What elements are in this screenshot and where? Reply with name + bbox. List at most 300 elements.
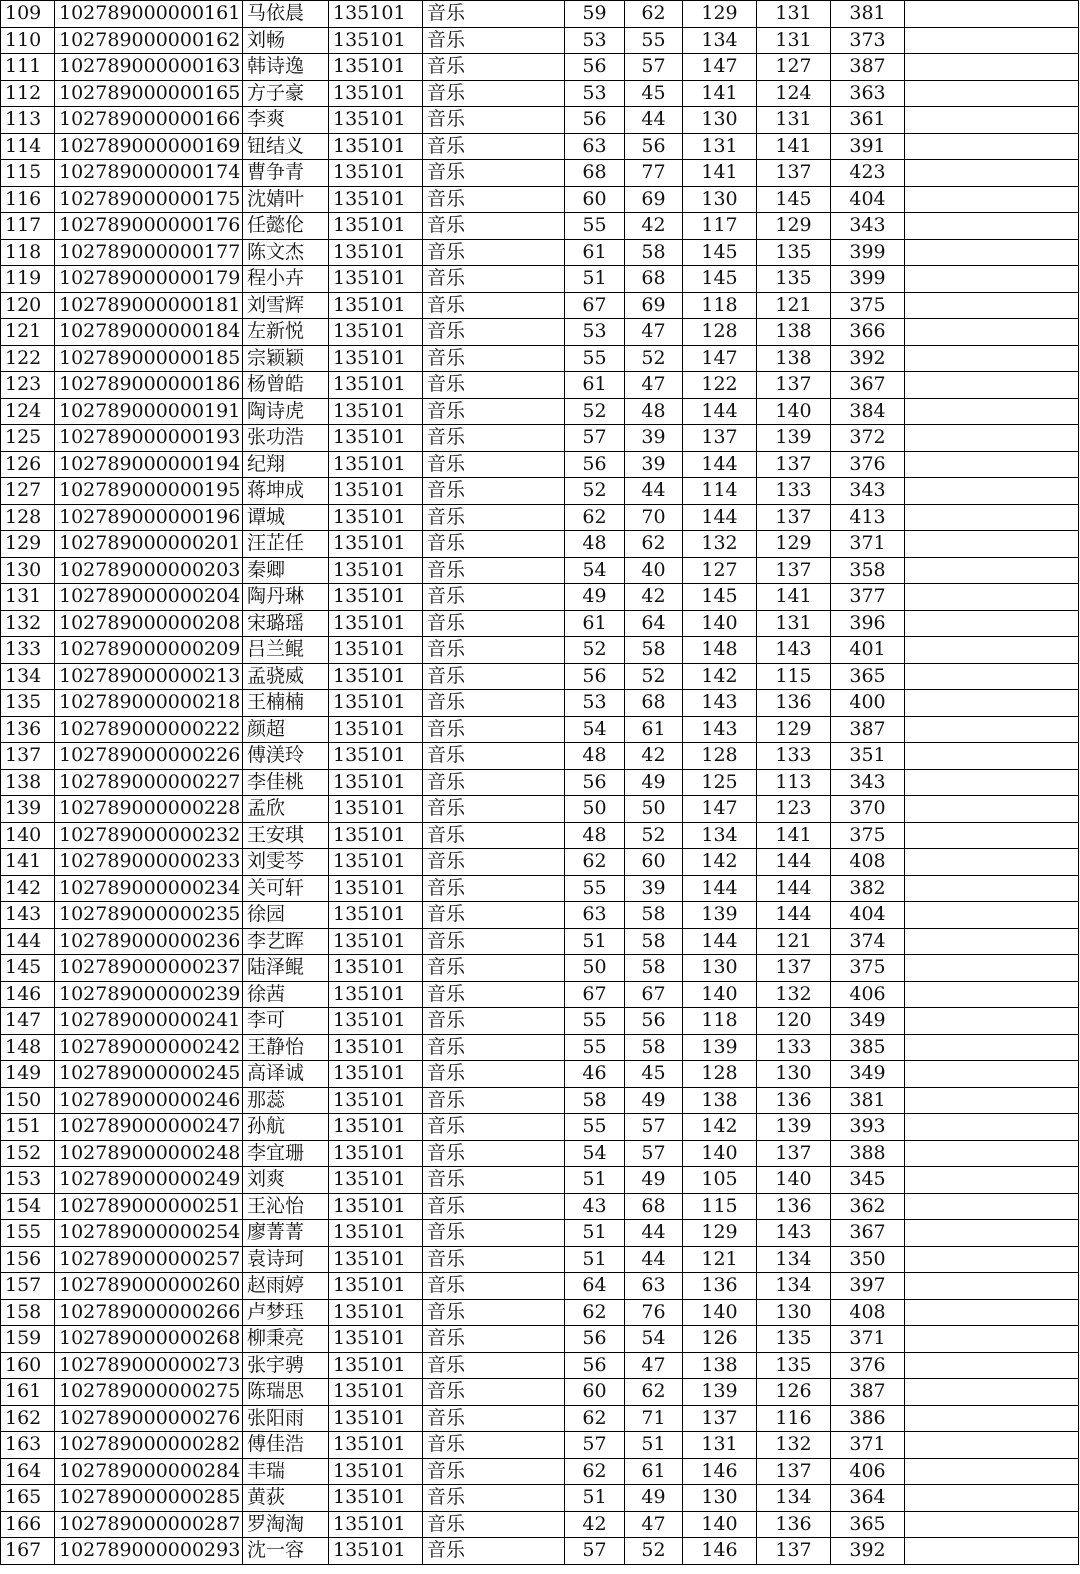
table-row: [1, 1273, 1079, 1300]
candidate-name: 谭城: [243, 504, 329, 531]
table-row: [1, 398, 1079, 425]
major-name: 音乐: [423, 1, 565, 28]
table-row: [1, 425, 1079, 452]
major-code: 135101: [329, 1432, 423, 1459]
candidate-name: 丰瑞: [243, 1458, 329, 1485]
table-row: [1, 478, 1079, 505]
major-code: 135101: [329, 345, 423, 372]
table-row: [1, 875, 1079, 902]
table-row: [1, 1, 1079, 28]
blank-cell: [905, 160, 1079, 187]
score-4: 129: [757, 716, 831, 743]
blank-cell: [905, 1193, 1079, 1220]
score-3: 118: [683, 1008, 757, 1035]
score-1: 48: [565, 743, 625, 770]
total-score: 381: [831, 1087, 905, 1114]
major-code: 135101: [329, 690, 423, 717]
major-code: 135101: [329, 239, 423, 266]
blank-cell: [905, 716, 1079, 743]
major-name: 音乐: [423, 1511, 565, 1538]
blank-cell: [905, 902, 1079, 929]
score-2: 62: [625, 1, 683, 28]
blank-cell: [905, 1008, 1079, 1035]
candidate-name: 马依晨: [243, 1, 329, 28]
score-2: 42: [625, 213, 683, 240]
blank-cell: [905, 1511, 1079, 1538]
blank-cell: [905, 239, 1079, 266]
score-1: 51: [565, 266, 625, 293]
score-4: 138: [757, 345, 831, 372]
candidate-name: 刘雯芩: [243, 849, 329, 876]
score-2: 49: [625, 769, 683, 796]
major-name: 音乐: [423, 1193, 565, 1220]
blank-cell: [905, 292, 1079, 319]
major-name: 音乐: [423, 451, 565, 478]
candidate-id: 102789000000185: [55, 345, 243, 372]
score-1: 48: [565, 822, 625, 849]
score-3: 130: [683, 955, 757, 982]
major-code: 135101: [329, 849, 423, 876]
score-1: 52: [565, 637, 625, 664]
score-4: 133: [757, 478, 831, 505]
row-number: 136: [1, 716, 55, 743]
total-score: 375: [831, 292, 905, 319]
major-code: 135101: [329, 1220, 423, 1247]
candidate-id: 102789000000237: [55, 955, 243, 982]
score-1: 55: [565, 345, 625, 372]
candidate-name: 李佳桃: [243, 769, 329, 796]
candidate-name: 沈一容: [243, 1538, 329, 1565]
score-2: 63: [625, 1273, 683, 1300]
blank-cell: [905, 610, 1079, 637]
score-3: 145: [683, 266, 757, 293]
total-score: 363: [831, 80, 905, 107]
candidate-id: 102789000000236: [55, 928, 243, 955]
candidate-id: 102789000000161: [55, 1, 243, 28]
score-1: 51: [565, 1485, 625, 1512]
score-2: 50: [625, 796, 683, 823]
row-number: 162: [1, 1405, 55, 1432]
row-number: 159: [1, 1326, 55, 1353]
total-score: 386: [831, 1405, 905, 1432]
row-number: 160: [1, 1352, 55, 1379]
candidate-id: 102789000000213: [55, 663, 243, 690]
blank-cell: [905, 1379, 1079, 1406]
row-number: 139: [1, 796, 55, 823]
major-code: 135101: [329, 875, 423, 902]
total-score: 349: [831, 1061, 905, 1088]
score-3: 131: [683, 1432, 757, 1459]
blank-cell: [905, 478, 1079, 505]
score-1: 53: [565, 27, 625, 54]
blank-cell: [905, 1246, 1079, 1273]
table-row: [1, 716, 1079, 743]
table-row: [1, 610, 1079, 637]
blank-cell: [905, 1458, 1079, 1485]
row-number: 149: [1, 1061, 55, 1088]
major-name: 音乐: [423, 557, 565, 584]
major-code: 135101: [329, 186, 423, 213]
score-3: 105: [683, 1167, 757, 1194]
score-4: 136: [757, 1511, 831, 1538]
score-4: 130: [757, 1061, 831, 1088]
major-name: 音乐: [423, 875, 565, 902]
candidate-id: 102789000000203: [55, 557, 243, 584]
score-1: 50: [565, 955, 625, 982]
total-score: 396: [831, 610, 905, 637]
score-2: 69: [625, 186, 683, 213]
blank-cell: [905, 451, 1079, 478]
score-2: 62: [625, 531, 683, 558]
candidate-name: 黄荻: [243, 1485, 329, 1512]
score-2: 39: [625, 425, 683, 452]
score-3: 136: [683, 1273, 757, 1300]
total-score: 361: [831, 107, 905, 134]
major-name: 音乐: [423, 584, 565, 611]
candidate-id: 102789000000194: [55, 451, 243, 478]
table-row: [1, 1511, 1079, 1538]
score-4: 137: [757, 372, 831, 399]
score-3: 148: [683, 637, 757, 664]
score-4: 137: [757, 451, 831, 478]
major-name: 音乐: [423, 1140, 565, 1167]
major-name: 音乐: [423, 769, 565, 796]
score-1: 55: [565, 875, 625, 902]
major-name: 音乐: [423, 1167, 565, 1194]
score-1: 54: [565, 716, 625, 743]
score-1: 58: [565, 1087, 625, 1114]
score-2: 58: [625, 1034, 683, 1061]
row-number: 142: [1, 875, 55, 902]
candidate-name: 纪翔: [243, 451, 329, 478]
score-4: 123: [757, 796, 831, 823]
major-name: 音乐: [423, 345, 565, 372]
score-4: 113: [757, 769, 831, 796]
row-number: 163: [1, 1432, 55, 1459]
major-name: 音乐: [423, 610, 565, 637]
table-row: [1, 239, 1079, 266]
total-score: 399: [831, 239, 905, 266]
score-3: 139: [683, 902, 757, 929]
score-1: 63: [565, 902, 625, 929]
candidate-id: 102789000000218: [55, 690, 243, 717]
score-4: 143: [757, 637, 831, 664]
major-name: 音乐: [423, 1061, 565, 1088]
table-row: [1, 663, 1079, 690]
major-name: 音乐: [423, 663, 565, 690]
score-2: 40: [625, 557, 683, 584]
candidate-id: 102789000000181: [55, 292, 243, 319]
candidate-name: 张宇骋: [243, 1352, 329, 1379]
score-1: 55: [565, 1008, 625, 1035]
table-row: [1, 27, 1079, 54]
total-score: 371: [831, 1432, 905, 1459]
table-row: [1, 1193, 1079, 1220]
score-1: 56: [565, 54, 625, 81]
major-code: 135101: [329, 716, 423, 743]
score-4: 131: [757, 610, 831, 637]
blank-cell: [905, 743, 1079, 770]
major-name: 音乐: [423, 637, 565, 664]
blank-cell: [905, 345, 1079, 372]
total-score: 366: [831, 319, 905, 346]
blank-cell: [905, 769, 1079, 796]
total-score: 343: [831, 769, 905, 796]
score-2: 52: [625, 822, 683, 849]
score-2: 58: [625, 955, 683, 982]
score-2: 45: [625, 1061, 683, 1088]
score-4: 137: [757, 160, 831, 187]
score-4: 131: [757, 107, 831, 134]
major-name: 音乐: [423, 1485, 565, 1512]
score-1: 63: [565, 133, 625, 160]
score-1: 53: [565, 319, 625, 346]
row-number: 128: [1, 504, 55, 531]
score-1: 57: [565, 1538, 625, 1565]
table-row: [1, 372, 1079, 399]
row-number: 152: [1, 1140, 55, 1167]
score-2: 45: [625, 80, 683, 107]
total-score: 408: [831, 1299, 905, 1326]
score-3: 128: [683, 1061, 757, 1088]
major-name: 音乐: [423, 1114, 565, 1141]
row-number: 147: [1, 1008, 55, 1035]
major-name: 音乐: [423, 54, 565, 81]
row-number: 112: [1, 80, 55, 107]
row-number: 127: [1, 478, 55, 505]
score-4: 144: [757, 875, 831, 902]
major-code: 135101: [329, 955, 423, 982]
score-2: 58: [625, 239, 683, 266]
major-name: 音乐: [423, 80, 565, 107]
table-row: [1, 584, 1079, 611]
major-code: 135101: [329, 372, 423, 399]
table-body: [1, 1, 1079, 1565]
major-code: 135101: [329, 80, 423, 107]
major-name: 音乐: [423, 478, 565, 505]
major-code: 135101: [329, 1114, 423, 1141]
blank-cell: [905, 504, 1079, 531]
major-name: 音乐: [423, 1299, 565, 1326]
score-2: 49: [625, 1485, 683, 1512]
total-score: 375: [831, 955, 905, 982]
total-score: 364: [831, 1485, 905, 1512]
row-number: 158: [1, 1299, 55, 1326]
candidate-id: 102789000000275: [55, 1379, 243, 1406]
score-3: 142: [683, 1114, 757, 1141]
total-score: 391: [831, 133, 905, 160]
major-name: 音乐: [423, 1008, 565, 1035]
score-3: 121: [683, 1246, 757, 1273]
blank-cell: [905, 637, 1079, 664]
table-row: [1, 451, 1079, 478]
candidate-name: 罗淘淘: [243, 1511, 329, 1538]
row-number: 155: [1, 1220, 55, 1247]
total-score: 350: [831, 1246, 905, 1273]
major-code: 135101: [329, 1061, 423, 1088]
blank-cell: [905, 133, 1079, 160]
row-number: 109: [1, 1, 55, 28]
score-2: 57: [625, 1114, 683, 1141]
score-3: 146: [683, 1538, 757, 1565]
total-score: 343: [831, 213, 905, 240]
major-code: 135101: [329, 1008, 423, 1035]
candidate-id: 102789000000163: [55, 54, 243, 81]
table-row: [1, 1220, 1079, 1247]
total-score: 408: [831, 849, 905, 876]
table-row: [1, 1114, 1079, 1141]
total-score: 376: [831, 451, 905, 478]
candidate-id: 102789000000234: [55, 875, 243, 902]
score-3: 128: [683, 743, 757, 770]
candidate-id: 102789000000266: [55, 1299, 243, 1326]
total-score: 371: [831, 531, 905, 558]
blank-cell: [905, 186, 1079, 213]
major-code: 135101: [329, 637, 423, 664]
score-1: 68: [565, 160, 625, 187]
row-number: 130: [1, 557, 55, 584]
table-row: [1, 1246, 1079, 1273]
major-code: 135101: [329, 1193, 423, 1220]
blank-cell: [905, 1087, 1079, 1114]
major-code: 135101: [329, 1034, 423, 1061]
score-3: 137: [683, 1405, 757, 1432]
blank-cell: [905, 663, 1079, 690]
score-2: 69: [625, 292, 683, 319]
row-number: 132: [1, 610, 55, 637]
candidate-name: 那蕊: [243, 1087, 329, 1114]
table-row: [1, 107, 1079, 134]
total-score: 393: [831, 1114, 905, 1141]
total-score: 404: [831, 902, 905, 929]
score-2: 44: [625, 478, 683, 505]
score-1: 64: [565, 1273, 625, 1300]
score-3: 138: [683, 1352, 757, 1379]
candidate-id: 102789000000249: [55, 1167, 243, 1194]
major-name: 音乐: [423, 425, 565, 452]
candidate-id: 102789000000174: [55, 160, 243, 187]
major-name: 音乐: [423, 1405, 565, 1432]
score-4: 135: [757, 266, 831, 293]
candidate-name: 孟欣: [243, 796, 329, 823]
score-2: 64: [625, 610, 683, 637]
table-row: [1, 319, 1079, 346]
major-code: 135101: [329, 663, 423, 690]
score-2: 47: [625, 319, 683, 346]
table-row: [1, 186, 1079, 213]
table-row: [1, 213, 1079, 240]
blank-cell: [905, 1352, 1079, 1379]
blank-cell: [905, 955, 1079, 982]
score-4: 135: [757, 1326, 831, 1353]
blank-cell: [905, 1114, 1079, 1141]
candidate-id: 102789000000233: [55, 849, 243, 876]
score-3: 126: [683, 1326, 757, 1353]
blank-cell: [905, 557, 1079, 584]
score-1: 56: [565, 1352, 625, 1379]
major-name: 音乐: [423, 213, 565, 240]
candidate-name: 孟骁威: [243, 663, 329, 690]
blank-cell: [905, 584, 1079, 611]
row-number: 161: [1, 1379, 55, 1406]
score-4: 132: [757, 981, 831, 1008]
candidate-id: 102789000000260: [55, 1273, 243, 1300]
candidate-name: 韩诗逸: [243, 54, 329, 81]
major-name: 音乐: [423, 1246, 565, 1273]
blank-cell: [905, 266, 1079, 293]
score-2: 58: [625, 902, 683, 929]
row-number: 144: [1, 928, 55, 955]
score-2: 58: [625, 928, 683, 955]
score-3: 147: [683, 796, 757, 823]
score-1: 62: [565, 849, 625, 876]
score-2: 42: [625, 584, 683, 611]
candidate-name: 颜超: [243, 716, 329, 743]
candidate-name: 高译诚: [243, 1061, 329, 1088]
row-number: 110: [1, 27, 55, 54]
row-number: 138: [1, 769, 55, 796]
blank-cell: [905, 1, 1079, 28]
candidate-id: 102789000000246: [55, 1087, 243, 1114]
row-number: 122: [1, 345, 55, 372]
score-4: 137: [757, 1140, 831, 1167]
row-number: 126: [1, 451, 55, 478]
score-2: 47: [625, 372, 683, 399]
major-name: 音乐: [423, 1273, 565, 1300]
score-3: 134: [683, 822, 757, 849]
score-4: 139: [757, 1114, 831, 1141]
score-4: 133: [757, 1034, 831, 1061]
score-2: 52: [625, 1538, 683, 1565]
candidate-id: 102789000000222: [55, 716, 243, 743]
total-score: 423: [831, 160, 905, 187]
table-row: [1, 1432, 1079, 1459]
candidate-name: 方子豪: [243, 80, 329, 107]
score-2: 49: [625, 1167, 683, 1194]
candidate-name: 李艺晖: [243, 928, 329, 955]
major-code: 135101: [329, 1273, 423, 1300]
major-name: 音乐: [423, 822, 565, 849]
score-2: 68: [625, 266, 683, 293]
row-number: 119: [1, 266, 55, 293]
row-number: 146: [1, 981, 55, 1008]
major-code: 135101: [329, 1246, 423, 1273]
score-1: 55: [565, 1034, 625, 1061]
major-code: 135101: [329, 107, 423, 134]
candidate-name: 陈瑞思: [243, 1379, 329, 1406]
candidate-name: 陶诗虎: [243, 398, 329, 425]
candidate-name: 任懿伦: [243, 213, 329, 240]
score-3: 147: [683, 345, 757, 372]
candidate-id: 102789000000228: [55, 796, 243, 823]
candidate-name: 王楠楠: [243, 690, 329, 717]
table-row: [1, 1405, 1079, 1432]
candidate-id: 102789000000257: [55, 1246, 243, 1273]
row-number: 111: [1, 54, 55, 81]
score-1: 67: [565, 981, 625, 1008]
major-name: 音乐: [423, 928, 565, 955]
total-score: 358: [831, 557, 905, 584]
score-3: 139: [683, 1034, 757, 1061]
score-2: 39: [625, 451, 683, 478]
table-row: [1, 981, 1079, 1008]
candidate-name: 汪芷任: [243, 531, 329, 558]
candidate-id: 102789000000177: [55, 239, 243, 266]
candidate-id: 102789000000268: [55, 1326, 243, 1353]
major-code: 135101: [329, 1352, 423, 1379]
candidate-id: 102789000000208: [55, 610, 243, 637]
major-code: 135101: [329, 1379, 423, 1406]
